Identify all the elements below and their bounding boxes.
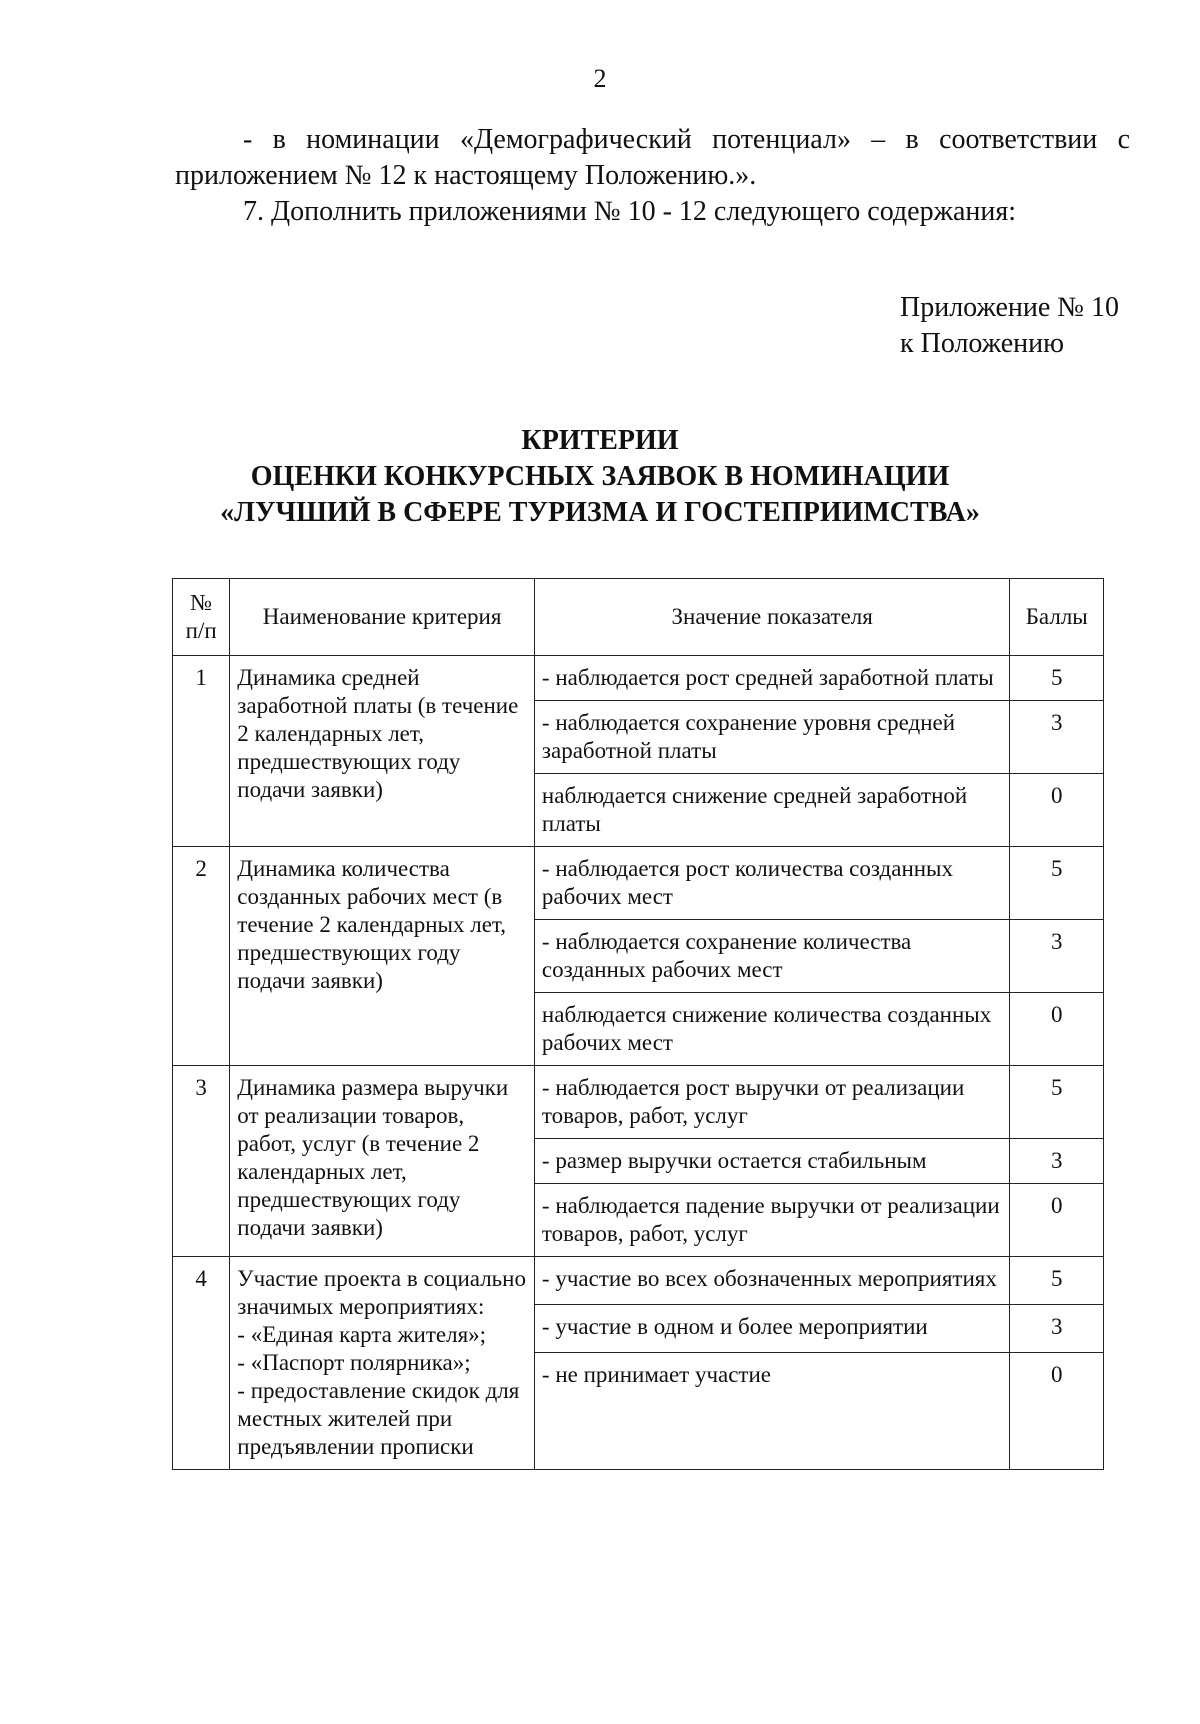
score-value: 5	[1010, 656, 1104, 701]
score-value: 5	[1010, 1257, 1104, 1305]
heading-line-2: ОЦЕНКИ КОНКУРСНЫХ ЗАЯВОК В НОМИНАЦИИ	[250, 461, 950, 492]
indicator-value: - участие в одном и более мероприятии	[534, 1305, 1010, 1353]
criterion-number: 3	[173, 1066, 230, 1257]
indicator-value: - размер выручки остается стабильным	[534, 1139, 1010, 1184]
criterion-name: Динамика средней заработной платы (в течение 2 календарных лет, предшествующих году подачи заявки)	[230, 656, 535, 847]
score-value: 0	[1010, 1184, 1104, 1257]
page-number: 2	[593, 64, 607, 93]
table-row	[173, 656, 1104, 701]
intro-text	[175, 122, 1130, 230]
score-value: 5	[1010, 847, 1104, 920]
criterion-number: 1	[173, 656, 230, 847]
criterion-name-line: Участие проекта в социально значимых мероприятиях:	[237, 1266, 526, 1319]
heading-line-3: «ЛУЧШИЙ В СФЕРЕ ТУРИЗМА И ГОСТЕПРИИМСТВА»	[220, 497, 980, 528]
document-heading	[0, 423, 1200, 531]
score-value: 3	[1010, 920, 1104, 993]
table-header-row	[173, 579, 1104, 656]
score-value: 3	[1010, 701, 1104, 774]
criterion-name	[230, 1257, 535, 1470]
indicator-value: - наблюдается падение выручки от реализации товаров, работ, услуг	[534, 1184, 1010, 1257]
criteria-table	[172, 578, 1104, 1470]
appendix-number: Приложение № 10	[900, 292, 1119, 323]
criterion-name-line: - «Единая карта жителя»;	[237, 1322, 487, 1347]
table-row	[173, 847, 1104, 920]
criterion-name: Динамика количества созданных рабочих мест (в течение 2 календарных лет, предшествующих году подачи заявки)	[230, 847, 535, 1066]
intro-line-3: 7. Дополнить приложениями № 10 - 12 следующего содержания:	[243, 196, 1016, 227]
indicator-value: - наблюдается рост количества созданных рабочих мест	[534, 847, 1010, 920]
criterion-name-line: - «Паспорт полярника»;	[237, 1350, 471, 1375]
indicator-value: - наблюдается сохранение количества созданных рабочих мест	[534, 920, 1010, 993]
table-row	[173, 1257, 1104, 1305]
header-indicator-value: Значение показателя	[534, 579, 1010, 656]
header-criterion-name: Наименование критерия	[230, 579, 535, 656]
indicator-value: - наблюдается рост средней заработной платы	[534, 656, 1010, 701]
criterion-name: Динамика размера выручки от реализации товаров, работ, услуг (в течение 2 календарных лет, предшествующих году подачи заявки)	[230, 1066, 535, 1257]
indicator-value: наблюдается снижение средней заработной платы	[534, 774, 1010, 847]
indicator-value: - наблюдается сохранение уровня средней заработной платы	[534, 701, 1010, 774]
indicator-value: - участие во всех обозначенных мероприятиях	[534, 1257, 1010, 1305]
criterion-name-line: - предоставление скидок для местных жителей при предъявлении прописки	[237, 1378, 520, 1459]
score-value: 0	[1010, 774, 1104, 847]
score-value: 0	[1010, 1353, 1104, 1470]
score-value: 0	[1010, 993, 1104, 1066]
appendix-to: к Положению	[900, 328, 1065, 359]
score-value: 3	[1010, 1305, 1104, 1353]
heading-line-1: КРИТЕРИИ	[521, 425, 679, 456]
score-value: 5	[1010, 1066, 1104, 1139]
table-row	[173, 1066, 1104, 1139]
header-score: Баллы	[1010, 579, 1104, 656]
header-number: № п/п	[173, 579, 230, 656]
indicator-value: - наблюдается рост выручки от реализации товаров, работ, услуг	[534, 1066, 1010, 1139]
intro-line-2: приложением № 12 к настоящему Положению.».	[175, 160, 757, 191]
criterion-number: 4	[173, 1257, 230, 1470]
criterion-number: 2	[173, 847, 230, 1066]
appendix-reference	[900, 290, 1119, 362]
indicator-value: - не принимает участие	[534, 1353, 1010, 1470]
intro-line-1: - в номинации «Демографический потенциал» – в соответствии с	[243, 124, 1130, 155]
indicator-value: наблюдается снижение количества созданных рабочих мест	[534, 993, 1010, 1066]
score-value: 3	[1010, 1139, 1104, 1184]
